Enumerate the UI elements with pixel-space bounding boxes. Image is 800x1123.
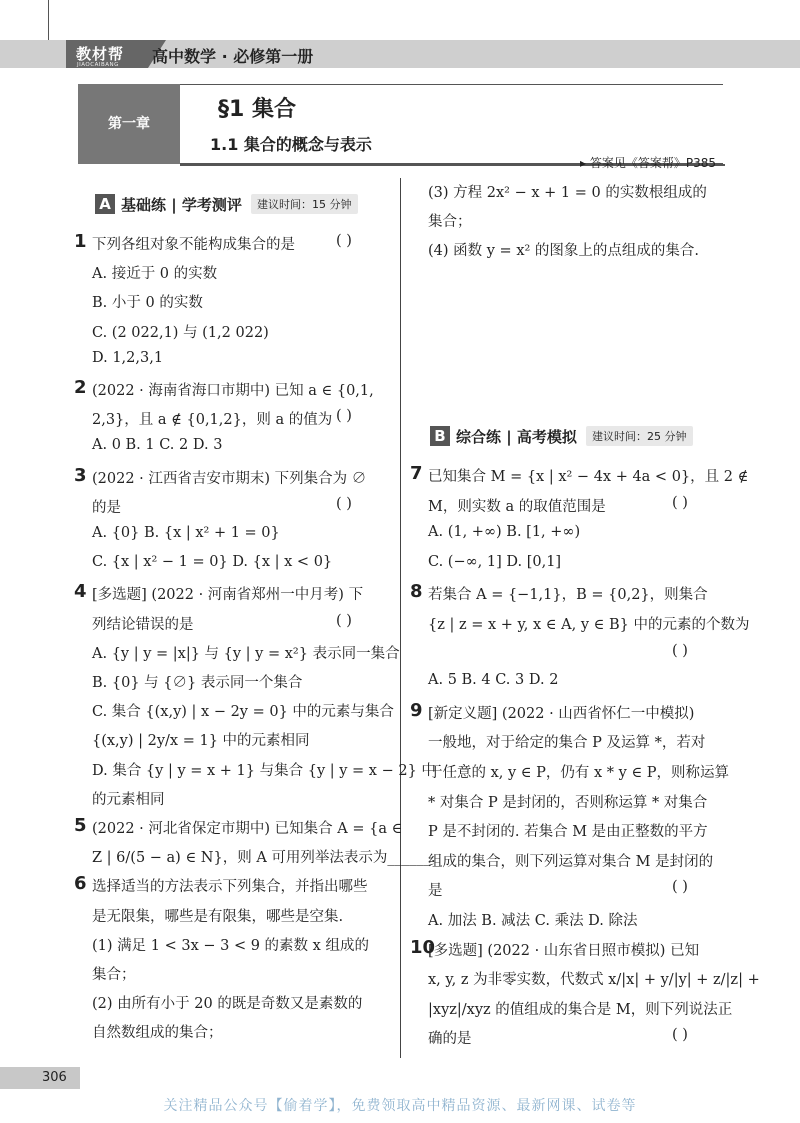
answer-parentheses: ( ) [336, 233, 352, 249]
text-line: 的元素相同 [92, 791, 165, 808]
text-line: A. 0 B. 1 C. 2 D. 3 [92, 437, 223, 454]
answer-reference: ▸ 答案见《答案帮》P385 [580, 156, 716, 170]
text-line: (2) 由所有小于 20 的既是奇数又是素数的 [92, 996, 363, 1013]
text-line: x, y, z 为非零实数，代数式 x/|x| + y/|y| + z/|z| + [428, 972, 760, 989]
question-number: 9 [410, 699, 423, 721]
chapter-label: 第一章 [108, 116, 150, 132]
question-number: 6 [74, 873, 87, 895]
question-number: 2 [74, 377, 87, 398]
text-line: (2022 · 海南省海口市期中) 已知 a ∈ {0,1, [92, 383, 374, 399]
question-number: 4 [74, 581, 87, 603]
answer-parentheses: ( ) [336, 495, 352, 512]
text-line: 2,3}，且 a ∉ {0,1,2}，则 a 的值为 [92, 412, 333, 429]
text-line: 于任意的 x, y ∈ P，仍有 x * y ∈ P，则称运算 [428, 765, 730, 781]
text-line: A. 加法 B. 减法 C. 乘法 D. 除法 [428, 913, 638, 929]
section-b-badge: B [430, 426, 450, 446]
text-line: * 对集合 P 是封闭的，否则称运算 * 对集合 [428, 794, 708, 811]
text-line: C. (2 022,1) 与 (1,2 022) [92, 324, 269, 341]
question-number: 8 [410, 581, 423, 603]
text-line: [多选题] (2022 · 河南省郑州一中月考) 下 [92, 587, 364, 604]
text-line: A. (1, +∞) B. [1, +∞) [428, 524, 581, 541]
text-line: 列结论错误的是 [92, 616, 194, 633]
answer-parentheses: ( ) [672, 642, 688, 659]
text-line: Z | 6/(5 − a) ∈ N}，则 A 可用列举法表示为______. [92, 850, 436, 867]
text-line: [多选题] (2022 · 山东省日照市模拟) 已知 [428, 942, 700, 959]
text-line: |xyz|/xyz 的值组成的集合是 M，则下列说法正 [428, 1001, 733, 1018]
text-line: 的是 [92, 499, 121, 516]
text-line: (1) 满足 1 < 3x − 3 < 9 的素数 x 组成的 [92, 937, 369, 954]
text-line: 集合； [428, 214, 472, 230]
text-line: 自然数组成的集合； [92, 1025, 223, 1042]
subsection-title: 1.1 集合的概念与表示 [210, 135, 372, 154]
answer-parentheses: ( ) [672, 1027, 688, 1044]
text-line: C. {x | x² − 1 = 0} D. {x | x < 0} [92, 554, 333, 571]
text-line: 一般地，对于给定的集合 P 及运算 *，若对 [428, 735, 706, 752]
section-title: §1 集合 [218, 97, 296, 122]
text-line: 集合； [92, 967, 136, 983]
text-line: M，则实数 a 的取值范围是 [428, 498, 606, 515]
page-number-bar [0, 1067, 80, 1089]
text-line: D. 1,2,3,1 [92, 349, 164, 366]
text-line: C. 集合 {(x,y) | x − 2y = 0} 中的元素与集合 [92, 704, 394, 721]
text-line: P 是不封闭的. 若集合 M 是由正整数的平方 [428, 824, 708, 841]
text-line: 下列各组对象不能构成集合的是 [92, 237, 295, 253]
section-b-hint: 建议时间：25 分钟 [586, 426, 693, 446]
section-a-hint: 建议时间：15 分钟 [251, 194, 358, 214]
page-number: 306 [42, 1070, 67, 1085]
text-line: (2022 · 河北省保定市期中) 已知集合 A = {a ∈ [92, 821, 403, 837]
text-line: C. (−∞, 1] D. [0,1] [428, 553, 562, 570]
column-divider [400, 178, 401, 1058]
question-number: 10 [410, 936, 436, 958]
section-a-name: 基础练 | 学考测评 [121, 196, 242, 214]
brand-english: JIAOCAIBANG [77, 62, 119, 68]
text-line: 是无限集，哪些是有限集，哪些是空集. [92, 908, 344, 925]
question-number: 1 [74, 231, 87, 252]
text-line: A. {y | y = |x|} 与 {y | y = x²} 表示同一集合 [92, 645, 400, 662]
text-line: [新定义题] (2022 · 山西省怀仁一中模拟) [428, 705, 695, 722]
footer-note: 关注精品公众号【偷着学】，免费领取高中精品资源、最新网课、试卷等 [163, 1098, 637, 1114]
section-b-name: 综合练 | 高考模拟 [456, 428, 577, 446]
text-line: 组成的集合，则下列运算对集合 M 是封闭的 [428, 853, 714, 870]
book-title: 高中数学 · 必修第一册 [152, 47, 314, 66]
text-line: 选择适当的方法表示下列集合，并指出哪些 [92, 879, 368, 896]
section-a-badge: A [95, 194, 115, 214]
text-line: A. 5 B. 4 C. 3 D. 2 [428, 672, 559, 689]
answer-parentheses: ( ) [672, 494, 688, 511]
text-line: (2022 · 江西省吉安市期末) 下列集合为 ∅ [92, 470, 367, 487]
text-line: (3) 方程 2x² − x + 1 = 0 的实数根组成的 [428, 185, 707, 201]
question-number: 3 [74, 464, 87, 486]
text-line: 若集合 A = {−1,1}，B = {0,2}，则集合 [428, 587, 708, 604]
brand-name: 教材帮 [76, 45, 125, 63]
text-line: B. 小于 0 的实数 [92, 295, 203, 312]
question-number: 7 [410, 463, 423, 484]
text-line: 已知集合 M = {x | x² − 4x + 4a < 0}，且 2 ∉ [428, 469, 749, 485]
text-line: 是 [428, 883, 443, 900]
text-line: {z | z = x + y, x ∈ A, y ∈ B} 中的元素的个数为 [428, 617, 750, 633]
text-line: A. {0} B. {x | x² + 1 = 0} [92, 525, 280, 541]
text-line: 确的是 [428, 1031, 472, 1048]
text-line: (4) 函数 y = x² 的图象上的点组成的集合. [428, 243, 700, 259]
answer-parentheses: ( ) [336, 408, 352, 425]
text-line: D. 集合 {y | y = x + 1} 与集合 {y | y = x − 2} 中 [92, 762, 436, 779]
answer-parentheses: ( ) [672, 879, 688, 896]
question-number: 5 [74, 815, 87, 836]
answer-parentheses: ( ) [336, 612, 352, 629]
text-line: {(x,y) | 2y/x = 1} 中的元素相同 [92, 733, 310, 750]
text-line: B. {0} 与 {∅} 表示同一个集合 [92, 675, 303, 691]
text-line: A. 接近于 0 的实数 [92, 266, 218, 283]
